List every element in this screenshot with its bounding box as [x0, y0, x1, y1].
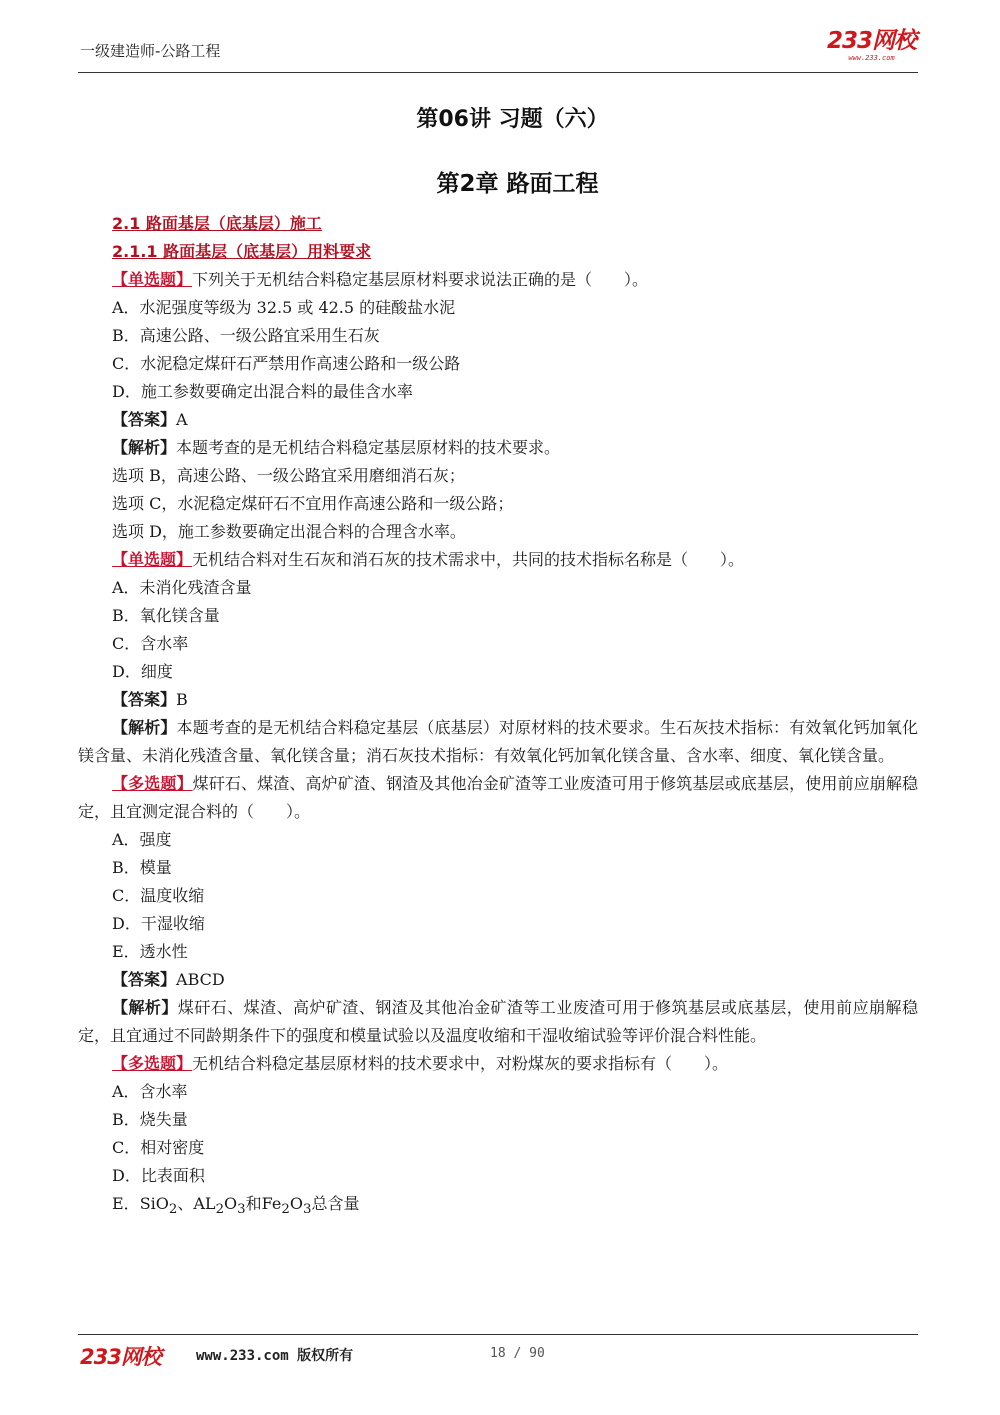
- question-text: 煤矸石、煤渣、高炉矿渣、钢渣及其他冶金矿渣等工业废渣可用于修筑基层或底基层，使用前应崩解稳定，且宜测定混合料的（ ）。: [78, 774, 918, 821]
- question-2: [78, 546, 918, 770]
- formula-part: O: [289, 1194, 303, 1213]
- formula-part: 、AL: [177, 1194, 216, 1213]
- question-stem: [78, 266, 918, 294]
- logo-url: www.233.com: [848, 54, 895, 62]
- option-c: C．水泥稳定煤矸石严禁用作高速公路和一级公路: [112, 354, 461, 373]
- brand-logo: [827, 28, 916, 62]
- option-b: B．氧化镁含量: [112, 606, 220, 625]
- option-a: A．强度: [112, 830, 172, 849]
- question-stem: [78, 770, 918, 826]
- analysis-tag: 【解析】: [112, 998, 178, 1017]
- analysis-text: 本题考查的是无机结合料稳定基层原材料的技术要求。: [176, 438, 561, 457]
- question-text: 无机结合料稳定基层原材料的技术要求中，对粉煤灰的要求指标有（ ）。: [192, 1054, 729, 1073]
- question-type-tag: 【单选题】: [112, 270, 193, 289]
- section-link[interactable]: 2.1 路面基层（底基层）施工: [112, 214, 322, 233]
- formula-part: 总含量: [311, 1194, 360, 1213]
- answer-line: [78, 406, 918, 434]
- option-e-prefix: E．: [112, 1194, 140, 1213]
- answer-line: [78, 966, 918, 994]
- formula-part: SiO: [139, 1194, 169, 1213]
- question-text: 无机结合料对生石灰和消石灰的技术需求中，共同的技术指标名称是（ ）。: [192, 550, 745, 569]
- analysis-note: 选项 D，施工参数要确定出混合料的合理含水率。: [112, 522, 466, 541]
- document-body: [78, 210, 918, 1218]
- answer-tag: 【答案】: [112, 410, 177, 429]
- logo-text: 233网校: [826, 28, 916, 54]
- option-b: B．烧失量: [112, 1110, 188, 1129]
- analysis-line: [78, 434, 918, 462]
- option-b: B．模量: [112, 858, 172, 877]
- option-a: A．含水率: [112, 1082, 188, 1101]
- answer-value: A: [176, 410, 188, 429]
- option-e: E．透水性: [112, 942, 188, 961]
- answer-tag: 【答案】: [112, 970, 177, 989]
- analysis-tag: 【解析】: [112, 718, 177, 737]
- option-a: A．水泥强度等级为 32.5 或 42.5 的硅酸盐水泥: [112, 298, 456, 317]
- option-a: A．未消化残渣含量: [112, 578, 252, 597]
- answer-tag: 【答案】: [112, 690, 177, 709]
- option-d: D．施工参数要确定出混合料的最佳含水率: [112, 382, 413, 401]
- subscript: 2: [215, 1202, 225, 1218]
- analysis-tag: 【解析】: [112, 438, 177, 457]
- analysis-text: 煤矸石、煤渣、高炉矿渣、钢渣及其他冶金矿渣等工业废渣可用于修筑基层或底基层，使用前应崩解稳定，且宜通过不同龄期条件下的强度和模量试验以及温度收缩和干湿收缩试验等评价混合料性能。: [78, 998, 918, 1045]
- question-stem: [78, 1050, 918, 1078]
- subsection-link[interactable]: 2.1.1 路面基层（底基层）用料要求: [112, 242, 372, 261]
- page-header: [78, 26, 918, 73]
- analysis-text: 本题考查的是无机结合料稳定基层（底基层）对原材料的技术要求。生石灰技术指标：有效氧化钙加氧化镁含量、未消化残渣含量、氧化镁含量；消石灰技术指标：有效氧化钙加氧化镁含量、含水率、细度、氧化镁含量。: [78, 718, 918, 765]
- answer-value: ABCD: [176, 970, 225, 989]
- formula-part: 和Fe: [245, 1194, 282, 1213]
- analysis-note: 选项 B，高速公路、一级公路宜采用磨细消石灰；: [112, 466, 465, 485]
- question-type-tag: 【多选题】: [112, 774, 193, 793]
- analysis-paragraph: [78, 714, 918, 770]
- option-d: D．干湿收缩: [112, 914, 205, 933]
- analysis-paragraph: [78, 994, 918, 1050]
- footer-copyright: www.233.com 版权所有: [196, 1348, 354, 1364]
- header-title: 一级建造师-公路工程: [80, 42, 221, 60]
- footer-logo: 233网校: [80, 1345, 161, 1369]
- option-d: D．比表面积: [112, 1166, 205, 1185]
- question-text: 下列关于无机结合料稳定基层原材料要求说法正确的是（ ）。: [192, 270, 649, 289]
- subscript: 3: [302, 1202, 312, 1218]
- option-c: C．相对密度: [112, 1138, 205, 1157]
- question-3: [78, 770, 918, 1050]
- lecture-title: 第06讲 习题（六）: [416, 107, 609, 132]
- formula-part: O: [224, 1194, 238, 1213]
- question-4: [78, 1050, 918, 1218]
- option-c: C．温度收缩: [112, 886, 205, 905]
- chapter-title: 第2章 路面工程: [436, 171, 599, 197]
- subscript: 3: [237, 1202, 246, 1218]
- subsection-heading[interactable]: [78, 238, 918, 266]
- answer-value: B: [176, 690, 188, 709]
- page-number: 18 / 90: [490, 1346, 545, 1361]
- subscript: 2: [281, 1202, 290, 1218]
- subscript: 2: [168, 1202, 178, 1218]
- question-type-tag: 【多选题】: [112, 1054, 193, 1073]
- option-d: D．细度: [112, 662, 173, 681]
- page-footer: [78, 1334, 918, 1371]
- question-1: [78, 266, 918, 546]
- question-stem: [78, 546, 918, 574]
- option-e: [78, 1190, 918, 1218]
- answer-line: [78, 686, 918, 714]
- section-heading[interactable]: [78, 210, 918, 238]
- option-b: B．高速公路、一级公路宜采用生石灰: [112, 326, 380, 345]
- option-c: C．含水率: [112, 634, 189, 653]
- analysis-note: 选项 C，水泥稳定煤矸石不宜用作高速公路和一级公路；: [112, 494, 514, 513]
- question-type-tag: 【单选题】: [112, 550, 193, 569]
